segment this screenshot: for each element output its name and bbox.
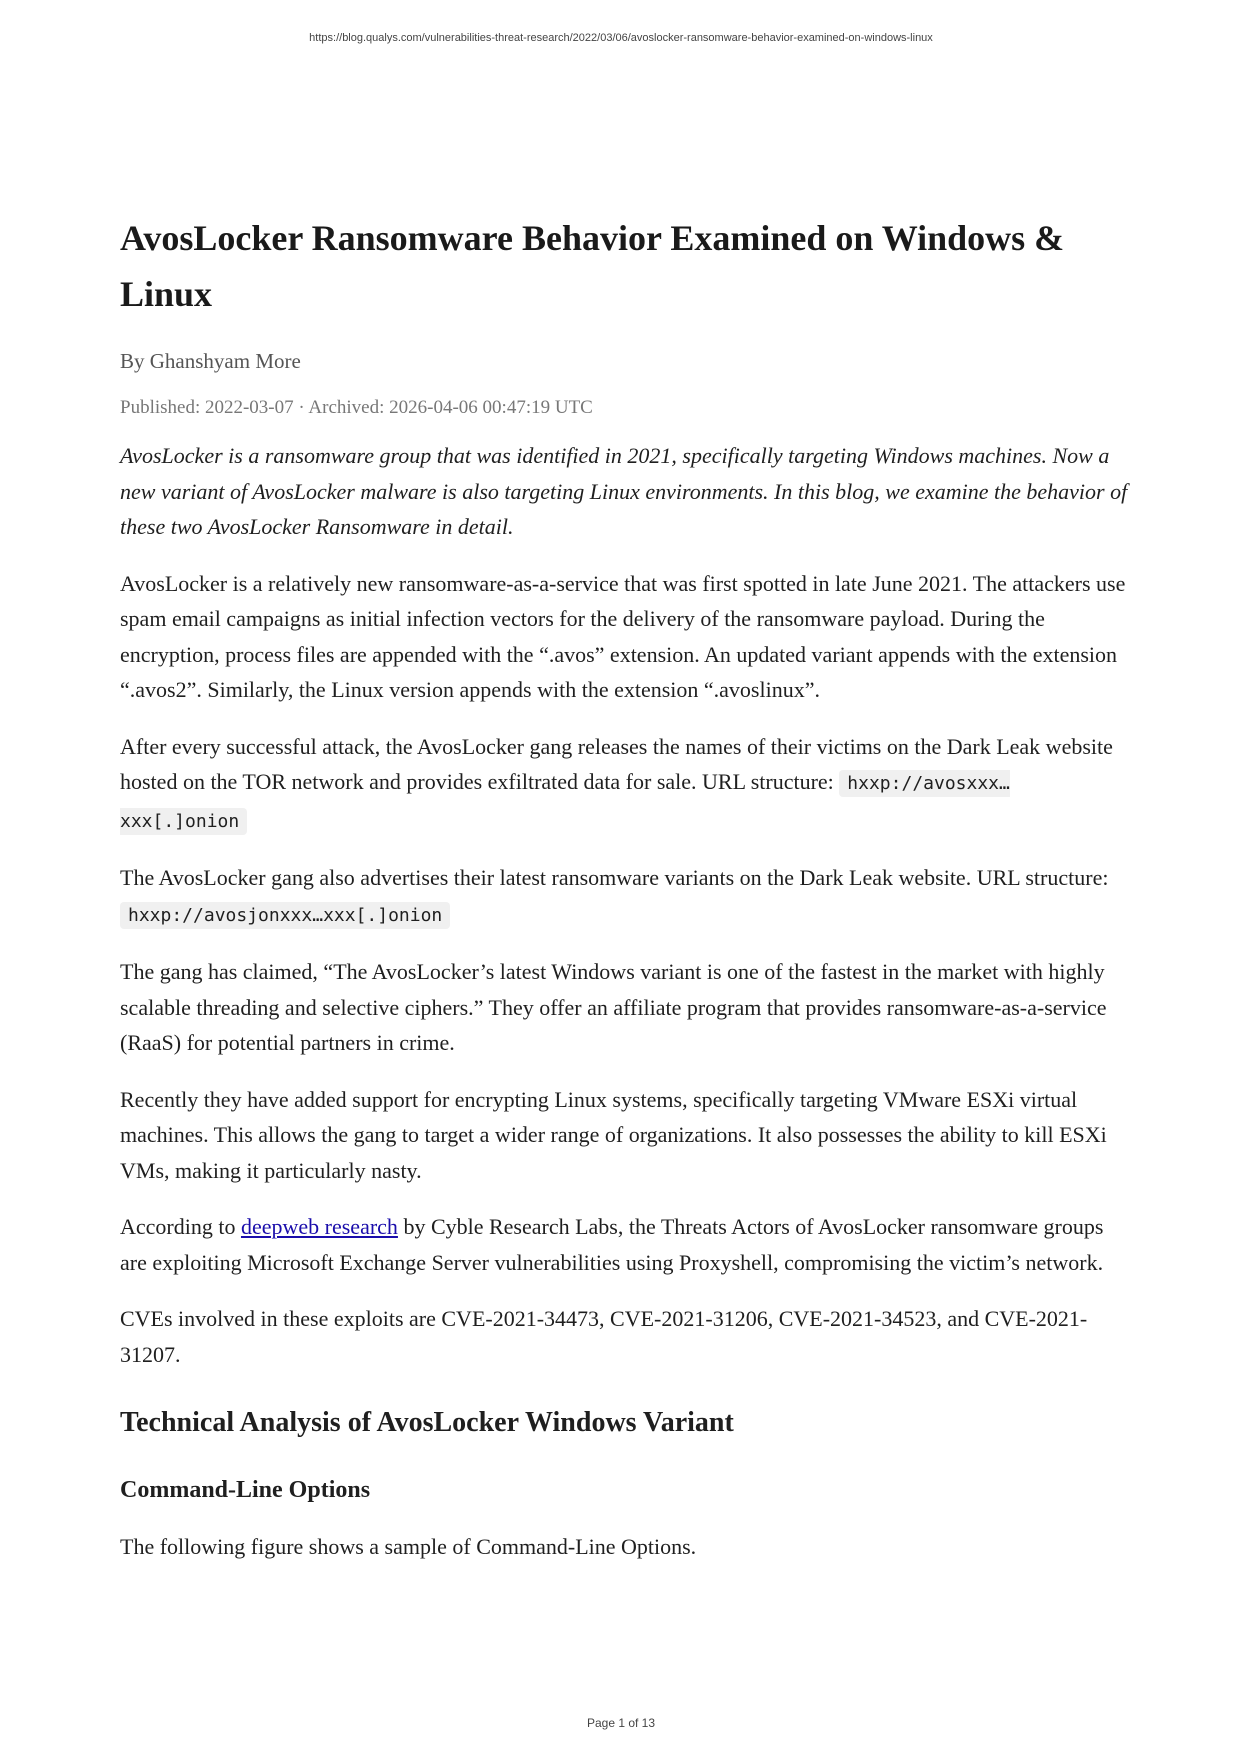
article-title: AvosLocker Ransomware Behavior Examined on Windows & Linux [120,218,1065,314]
paragraph-dark-leak [120,729,1130,840]
page-number: Page 1 of 13 [586,1716,656,1730]
paragraph-figure-intro: The following figure shows a sample of Command-Line Options. [120,1534,697,1559]
paragraph-variants-text: The AvosLocker gang also advertises their latest ransomware variants on the Dark Leak website. URL structure: [120,865,1109,890]
paragraph-claim: The gang has claimed, “The AvosLocker’s latest Windows variant is one of the fastest in the market with highly scalable threading and selective ciphers.” They offer an affiliate program that provides ransomware-as-a-service (RaaS) for potential partners in crime. [120,959,1107,1055]
dark-leak-url-code: hxxp://avosxxx…xxx[.]onion [120,770,1010,835]
variants-url-code: hxxp://avosjonxxx…xxx[.]onion [120,902,450,929]
paragraph-intro: AvosLocker is a relatively new ransomware-as-a-service that was first spotted in late June 2021. The attackers use spam email campaigns as initial infection vectors for the delivery of the ransomware payload. During the encryption, process files are appended with the “.avos” extension. An updated variant appends with the extension “.avos2”. Similarly, the Linux version appends with the extension “.avoslinux”. [120,570,1126,702]
page-url-header: https://blog.qualys.com/vulnerabilities-threat-research/2022/03/06/avoslocker-ransomware-behavior-examined-on-windows-linux [309,32,933,44]
article-lede: AvosLocker is a ransomware group that was identified in 2021, specifically targeting Windows machines. Now a new variant of AvosLocker malware is also targeting Linux environments. In this blog, we examine the behavior of these two AvosLocker Ransomware in detail. [120,443,1128,539]
paragraph-linux-support: Recently they have added support for encrypting Linux systems, specifically targeting VMware ESXi virtual machines. This allows the gang to target a wider range of organizations. It also possesses the ability to kill ESXi VMs, making it particularly nasty. [120,1086,1107,1183]
paragraph-research-before: According to [120,1214,241,1239]
subsection-heading-command-line: Command-Line Options [120,1477,371,1503]
article-byline: By Ghanshyam More [120,349,301,373]
paragraph-dark-leak-text: After every successful attack, the AvosLocker gang releases the names of their victims on the Dark Leak website hosted on the TOR network and provides exfiltrated data for sale. URL structure: [120,733,1113,794]
article [120,210,1130,1565]
paragraph-research [120,1209,1130,1280]
paragraph-research-after: by Cyble Research Labs, the Threats Actors of AvosLocker ransomware groups are exploiting Microsoft Exchange Server vulnerabilities using Proxyshell, compromising the victim’s network. [120,1214,1104,1275]
paragraph-variants [120,860,1130,933]
section-heading-technical-analysis: Technical Analysis of AvosLocker Windows Variant [120,1407,734,1438]
article-meta: Published: 2022-03-07 · Archived: 2026-04-06 00:47:19 UTC [120,397,593,418]
paragraph-cves: CVEs involved in these exploits are CVE-2021-34473, CVE-2021-31206, CVE-2021-34523, and CVE-2021-31207. [120,1306,1088,1367]
deepweb-research-link[interactable]: deepweb research [240,1214,398,1239]
